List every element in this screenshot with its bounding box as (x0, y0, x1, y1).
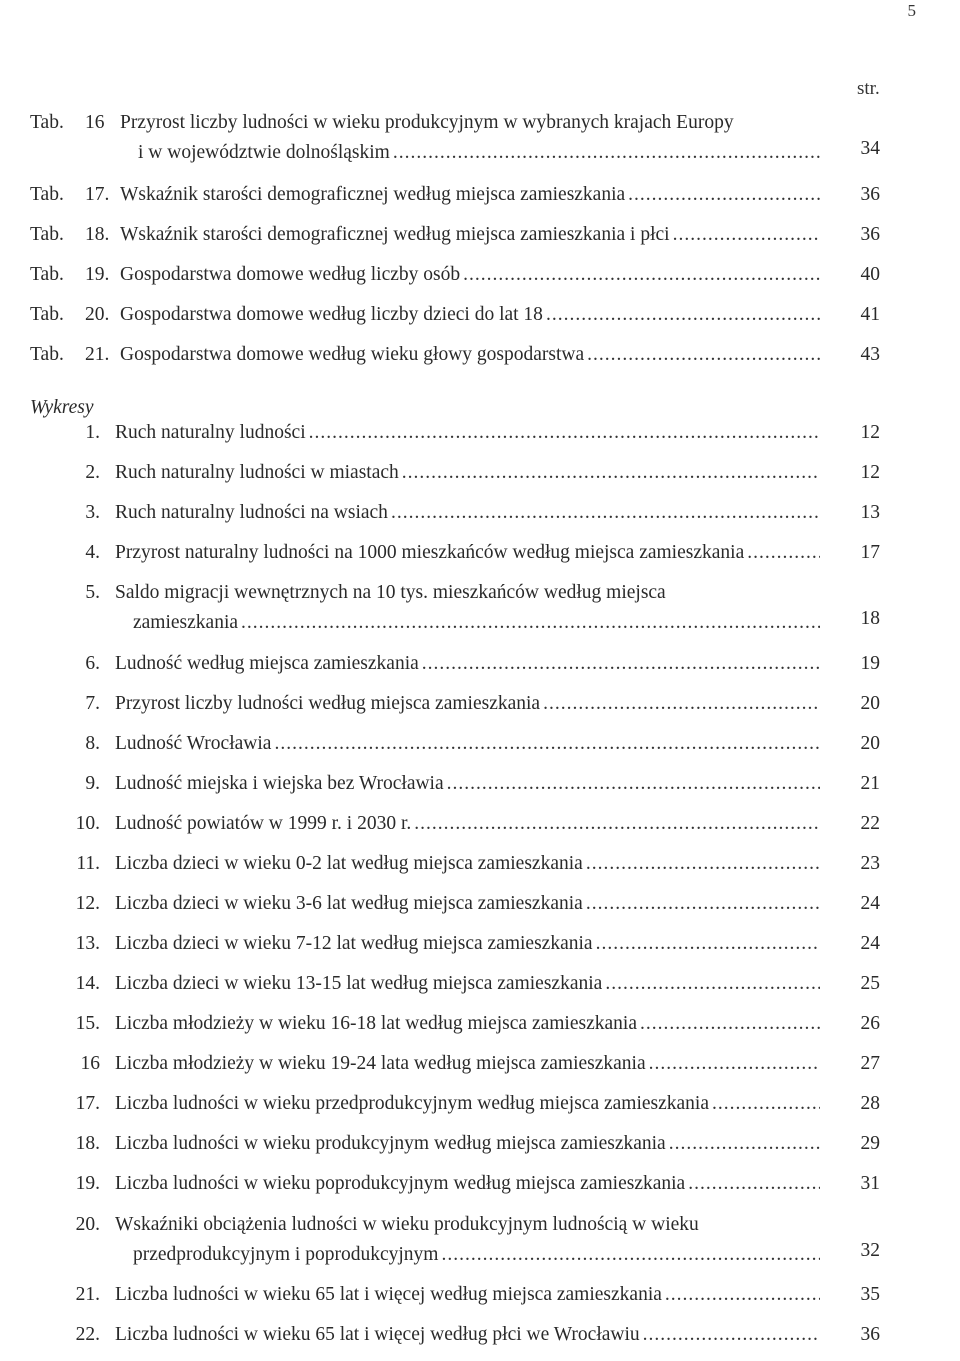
entry-title: Liczba ludności w wieku produkcyjnym według miejsca zamieszkania (115, 1133, 666, 1154)
entry-title-line (120, 224, 820, 252)
entry-title: Liczba młodzieży w wieku 19-24 lata według miejsca zamieszkania (115, 1053, 646, 1074)
entry-page-number: 28 (860, 1093, 880, 1114)
dot-leader (447, 773, 820, 801)
entry-number: 22. (75, 1324, 100, 1345)
entry-title-line (115, 1053, 820, 1081)
entry-page-number: 24 (860, 893, 880, 914)
entry-page-number: 22 (860, 813, 880, 834)
entry-page-number: 41 (860, 304, 880, 325)
dot-leader (643, 1324, 820, 1352)
entry-title-line (133, 1244, 820, 1272)
entry-number: 18. (85, 224, 110, 245)
dot-leader (309, 422, 820, 450)
entry-prefix: Tab. (30, 304, 64, 325)
entry-number: 8. (85, 733, 100, 754)
entry-title: Liczba młodzieży w wieku 16-18 lat według miejsca zamieszkania (115, 1013, 637, 1034)
entry-page-number: 36 (860, 184, 880, 205)
entry-page-number: 40 (860, 264, 880, 285)
entry-page-number: 26 (860, 1013, 880, 1034)
entry-title: Ludność według miejsca zamieszkania (115, 653, 419, 674)
entry-page-number: 25 (860, 973, 880, 994)
entry-title-line (115, 693, 820, 721)
entry-number: 7. (85, 693, 100, 714)
entry-title: Ruch naturalny ludności (115, 422, 306, 443)
entry-number: 6. (85, 653, 100, 674)
entry-title-line (138, 142, 820, 170)
entry-number: 4. (85, 542, 100, 563)
entry-prefix: Tab. (30, 224, 64, 245)
entry-number: 20. (75, 1214, 100, 1235)
entry-page-number: 13 (860, 502, 880, 523)
dot-leader (241, 612, 820, 640)
entry-title-line (120, 184, 820, 212)
entry-prefix: Tab. (30, 184, 64, 205)
page-column-header: str. (857, 78, 880, 99)
entry-title: Ruch naturalny ludności w miastach (115, 462, 399, 483)
entry-page-number: 36 (860, 1324, 880, 1345)
entry-number: 15. (75, 1013, 100, 1034)
entry-page-number: 31 (860, 1173, 880, 1194)
entry-title-line (120, 112, 734, 140)
entry-number: 1. (85, 422, 100, 443)
dot-leader (274, 733, 820, 761)
entry-number: 9. (85, 773, 100, 794)
charts-section-title: Wykresy (30, 397, 94, 418)
dot-leader (596, 933, 820, 961)
entry-title: Ludność miejska i wiejska bez Wrocławia (115, 773, 444, 794)
entry-page-number: 27 (860, 1053, 880, 1074)
dot-leader (414, 813, 820, 841)
dot-leader (649, 1053, 820, 1081)
entry-title: Wskaźnik starości demograficznej według miejsca zamieszkania i płci (120, 224, 670, 245)
entry-title: Liczba dzieci w wieku 0-2 lat według miejsca zamieszkania (115, 853, 583, 874)
entry-title: Przyrost liczby ludności w wieku produkcyjnym w wybranych krajach Europy (120, 112, 734, 133)
entry-title-line (120, 264, 820, 292)
entry-page-number: 23 (860, 853, 880, 874)
dot-leader (543, 693, 820, 721)
dot-leader (628, 184, 820, 212)
entry-number: 16 (80, 1053, 100, 1074)
entry-title: i w województwie dolnośląskim (138, 142, 390, 163)
entry-title-line (115, 1133, 820, 1161)
entry-title-line (133, 612, 820, 640)
entry-title: Przyrost liczby ludności według miejsca zamieszkania (115, 693, 541, 714)
entry-number: 17. (75, 1093, 100, 1114)
entry-title-line (115, 1214, 699, 1242)
entry-title: Liczba dzieci w wieku 3-6 lat według miejsca zamieszkania (115, 893, 583, 914)
dot-leader (673, 224, 820, 252)
dot-leader (712, 1093, 820, 1121)
entry-title-line (115, 542, 820, 570)
entry-title: zamieszkania (133, 612, 239, 633)
entry-title-line (115, 1324, 820, 1352)
entry-number: 5. (85, 582, 100, 603)
dot-leader (688, 1173, 820, 1201)
dot-leader (640, 1013, 820, 1041)
entry-title: Liczba ludności w wieku 65 lat i więcej według miejsca zamieszkania (115, 1284, 662, 1305)
entry-number: 11. (76, 853, 100, 874)
dot-leader (441, 1244, 820, 1272)
dot-leader (669, 1133, 820, 1161)
entry-prefix: Tab. (30, 112, 64, 133)
entry-title: Gospodarstwa domowe według liczby dzieci do lat 18 (120, 304, 543, 325)
entry-number: 2. (85, 462, 100, 483)
entry-title-line (115, 893, 820, 921)
entry-title-line (115, 422, 820, 450)
dot-leader (391, 502, 820, 530)
entry-title: Ruch naturalny ludności na wsiach (115, 502, 388, 523)
page-number: 5 (907, 1, 916, 20)
entry-title-line (115, 1284, 820, 1312)
entry-page-number: 29 (860, 1133, 880, 1154)
entry-title-line (115, 1173, 820, 1201)
entry-prefix: Tab. (30, 264, 64, 285)
entry-title: przedprodukcyjnym i poprodukcyjnym (133, 1244, 439, 1265)
entry-title-line (115, 582, 666, 610)
entry-title: Saldo migracji wewnętrznych na 10 tys. mieszkańców według miejsca (115, 582, 666, 603)
entry-title-line (120, 344, 820, 372)
dot-leader (747, 542, 820, 570)
entry-title: Liczba ludności w wieku 65 lat i więcej według płci we Wrocławiu (115, 1324, 640, 1345)
entry-title: Gospodarstwa domowe według liczby osób (120, 264, 461, 285)
entry-number: 21. (75, 1284, 100, 1305)
entry-number: 19. (85, 264, 110, 285)
entry-title: Ludność Wrocławia (115, 733, 272, 754)
dot-leader (402, 462, 820, 490)
entry-number: 12. (75, 893, 100, 914)
entry-page-number: 18 (860, 608, 880, 629)
entry-title: Wskaźniki obciążenia ludności w wieku produkcyjnym ludnością w wieku (115, 1214, 699, 1235)
entry-title: Liczba ludności w wieku poprodukcyjnym według miejsca zamieszkania (115, 1173, 686, 1194)
entry-page-number: 17 (860, 542, 880, 563)
entry-title-line (115, 462, 820, 490)
entry-number: 19. (75, 1173, 100, 1194)
entry-number: 16 (85, 112, 105, 133)
entry-number: 14. (75, 973, 100, 994)
entry-number: 20. (85, 304, 110, 325)
entry-page-number: 43 (860, 344, 880, 365)
entry-number: 10. (75, 813, 100, 834)
entry-title: Liczba dzieci w wieku 13-15 lat według miejsca zamieszkania (115, 973, 603, 994)
entry-page-number: 12 (860, 422, 880, 443)
entry-page-number: 19 (860, 653, 880, 674)
entry-page-number: 20 (860, 733, 880, 754)
entry-title-line (115, 733, 820, 761)
dot-leader (587, 344, 820, 372)
entry-page-number: 21 (860, 773, 880, 794)
dot-leader (422, 653, 820, 681)
entry-number: 17. (85, 184, 110, 205)
entry-title: Wskaźnik starości demograficznej według miejsca zamieszkania (120, 184, 626, 205)
entry-number: 13. (75, 933, 100, 954)
entry-number: 21. (85, 344, 110, 365)
entry-title-line (115, 973, 820, 1001)
entry-title-line (115, 813, 820, 841)
entry-title-line (115, 653, 820, 681)
entry-title-line (120, 304, 820, 332)
dot-leader (665, 1284, 820, 1312)
entry-prefix: Tab. (30, 344, 64, 365)
dot-leader (393, 142, 820, 170)
entry-title-line (115, 502, 820, 530)
entry-title-line (115, 1093, 820, 1121)
entry-title-line (115, 1013, 820, 1041)
entry-page-number: 36 (860, 224, 880, 245)
entry-title-line (115, 853, 820, 881)
entry-title-line (115, 773, 820, 801)
entry-page-number: 35 (860, 1284, 880, 1305)
dot-leader (605, 973, 820, 1001)
entry-page-number: 24 (860, 933, 880, 954)
entry-title: Przyrost naturalny ludności na 1000 mieszkańców według miejsca zamieszkania (115, 542, 745, 563)
entry-number: 3. (85, 502, 100, 523)
entry-title: Liczba ludności w wieku przedprodukcyjnym według miejsca zamieszkania (115, 1093, 710, 1114)
entry-title: Liczba dzieci w wieku 7-12 lat według miejsca zamieszkania (115, 933, 593, 954)
entry-page-number: 34 (860, 138, 880, 159)
entry-number: 18. (75, 1133, 100, 1154)
dot-leader (586, 853, 820, 881)
entry-title: Gospodarstwa domowe według wieku głowy gospodarstwa (120, 344, 585, 365)
entry-title-line (115, 933, 820, 961)
dot-leader (463, 264, 820, 292)
dot-leader (546, 304, 820, 332)
entry-page-number: 12 (860, 462, 880, 483)
dot-leader (586, 893, 820, 921)
entry-title: Ludność powiatów w 1999 r. i 2030 r. (115, 813, 412, 834)
entry-page-number: 32 (860, 1240, 880, 1261)
entry-page-number: 20 (860, 693, 880, 714)
